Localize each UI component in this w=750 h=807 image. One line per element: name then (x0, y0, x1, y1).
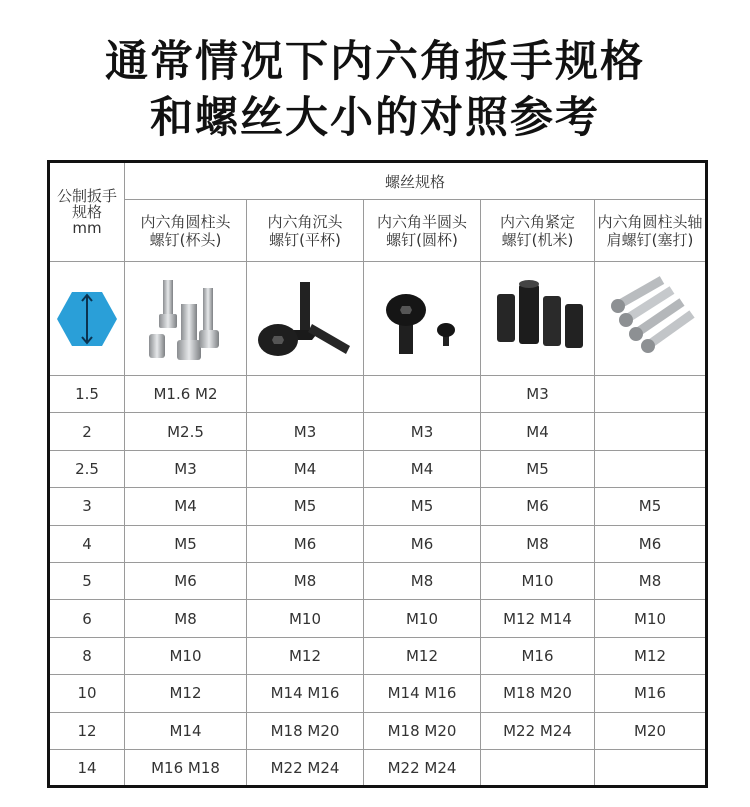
screw-size-cell: M22 M24 (364, 749, 481, 786)
hex-wrench-image-cell (49, 262, 125, 376)
screw-size-cell: M10 (125, 637, 247, 674)
wrench-size-cell: 14 (49, 749, 125, 786)
screw-size-cell: M12 (364, 637, 481, 674)
socket-cap-screw-icon (131, 274, 241, 364)
screw-size-cell (595, 450, 707, 487)
screw-size-cell: M14 M16 (247, 675, 364, 712)
wrench-size-cell: 12 (49, 712, 125, 749)
screw-size-cell: M8 (364, 562, 481, 599)
shoulder-screw-image-cell (595, 262, 707, 376)
screw-size-cell: M10 (481, 562, 595, 599)
screw-size-cell: M12 (125, 675, 247, 712)
screw-size-cell (595, 749, 707, 786)
screw-size-cell: M4 (125, 488, 247, 525)
screw-size-cell: M8 (125, 600, 247, 637)
screw-size-cell (481, 749, 595, 786)
countersunk-screw-icon (250, 274, 360, 364)
screw-size-cell: M5 (481, 450, 595, 487)
screw-size-cell: M3 (364, 413, 481, 450)
screw-size-cell (247, 376, 364, 413)
screw-size-cell: M8 (595, 562, 707, 599)
table-row (49, 637, 707, 674)
screw-size-cell: M12 M14 (481, 600, 595, 637)
screw-size-cell: M1.6 M2 (125, 376, 247, 413)
screw-size-cell: M6 (125, 562, 247, 599)
screw-size-cell (595, 413, 707, 450)
set-screw-icon (483, 274, 593, 364)
table-row (49, 600, 707, 637)
set-screw-image-cell (481, 262, 595, 376)
button-head-screw-image-cell (364, 262, 481, 376)
countersunk-screw-image-cell (247, 262, 364, 376)
type-header-countersunk: 内六角沉头 螺钉(平杯) (247, 200, 364, 262)
screw-size-cell: M8 (481, 525, 595, 562)
wrench-size-cell: 2.5 (49, 450, 125, 487)
wrench-size-cell: 3 (49, 488, 125, 525)
screw-size-cell (595, 376, 707, 413)
type-header-button-head: 内六角半圆头 螺钉(圆杯) (364, 200, 481, 262)
screw-size-cell: M6 (364, 525, 481, 562)
screw-size-cell: M5 (595, 488, 707, 525)
screw-size-cell: M6 (247, 525, 364, 562)
table-row (49, 376, 707, 413)
type-header-shoulder: 内六角圆柱头轴 肩螺钉(塞打) (595, 200, 707, 262)
page-title-line-1: 通常情况下内六角扳手规格 (105, 37, 645, 87)
screw-size-cell: M2.5 (125, 413, 247, 450)
socket-cap-screw-image-cell (125, 262, 247, 376)
table-row (49, 450, 707, 487)
screw-size-cell: M14 M16 (364, 675, 481, 712)
screw-size-cell: M10 (595, 600, 707, 637)
screw-size-cell: M16 (481, 637, 595, 674)
shoulder-screw-icon (600, 274, 700, 364)
screw-size-cell: M4 (481, 413, 595, 450)
screw-size-cell: M3 (481, 376, 595, 413)
wrench-size-cell: 10 (49, 675, 125, 712)
wrench-size-cell: 2 (49, 413, 125, 450)
wrench-size-cell: 5 (49, 562, 125, 599)
screw-size-cell: M8 (247, 562, 364, 599)
screw-size-cell: M6 (481, 488, 595, 525)
page-title-line-2: 和螺丝大小的对照参考 (150, 93, 600, 143)
table-row (49, 675, 707, 712)
table-row (49, 749, 707, 786)
table-row (49, 712, 707, 749)
wrench-size-cell: 8 (49, 637, 125, 674)
table-row (49, 413, 707, 450)
screw-size-cell: M18 M20 (247, 712, 364, 749)
screw-spec-header: 螺丝规格 (125, 162, 707, 200)
screw-size-cell: M5 (364, 488, 481, 525)
screw-size-cell: M22 M24 (247, 749, 364, 786)
table-row (49, 488, 707, 525)
button-head-screw-icon (367, 274, 477, 364)
type-header-socket-cap: 内六角圆柱头 螺钉(杯头) (125, 200, 247, 262)
table-row (49, 562, 707, 599)
screw-size-cell: M14 (125, 712, 247, 749)
screw-size-cell: M3 (247, 413, 364, 450)
table-row (49, 525, 707, 562)
spec-table (47, 160, 708, 788)
screw-size-cell: M5 (125, 525, 247, 562)
screw-size-cell: M10 (364, 600, 481, 637)
wrench-size-header: 公制扳手 规格 mm (49, 162, 125, 262)
wrench-size-cell: 1.5 (49, 376, 125, 413)
screw-size-cell: M12 (595, 637, 707, 674)
screw-size-cell: M20 (595, 712, 707, 749)
screw-size-cell: M22 M24 (481, 712, 595, 749)
screw-size-cell: M12 (247, 637, 364, 674)
screw-size-cell: M16 M18 (125, 749, 247, 786)
wrench-size-cell: 4 (49, 525, 125, 562)
screw-size-cell: M16 (595, 675, 707, 712)
screw-size-cell: M3 (125, 450, 247, 487)
screw-size-cell: M5 (247, 488, 364, 525)
screw-size-cell: M10 (247, 600, 364, 637)
screw-size-cell: M4 (364, 450, 481, 487)
screw-size-cell (364, 376, 481, 413)
screw-size-cell: M18 M20 (481, 675, 595, 712)
screw-size-cell: M6 (595, 525, 707, 562)
screw-size-cell: M4 (247, 450, 364, 487)
hex-wrench-icon (56, 288, 118, 350)
wrench-size-cell: 6 (49, 600, 125, 637)
screw-size-cell: M18 M20 (364, 712, 481, 749)
type-header-set-screw: 内六角紧定 螺钉(机米) (481, 200, 595, 262)
